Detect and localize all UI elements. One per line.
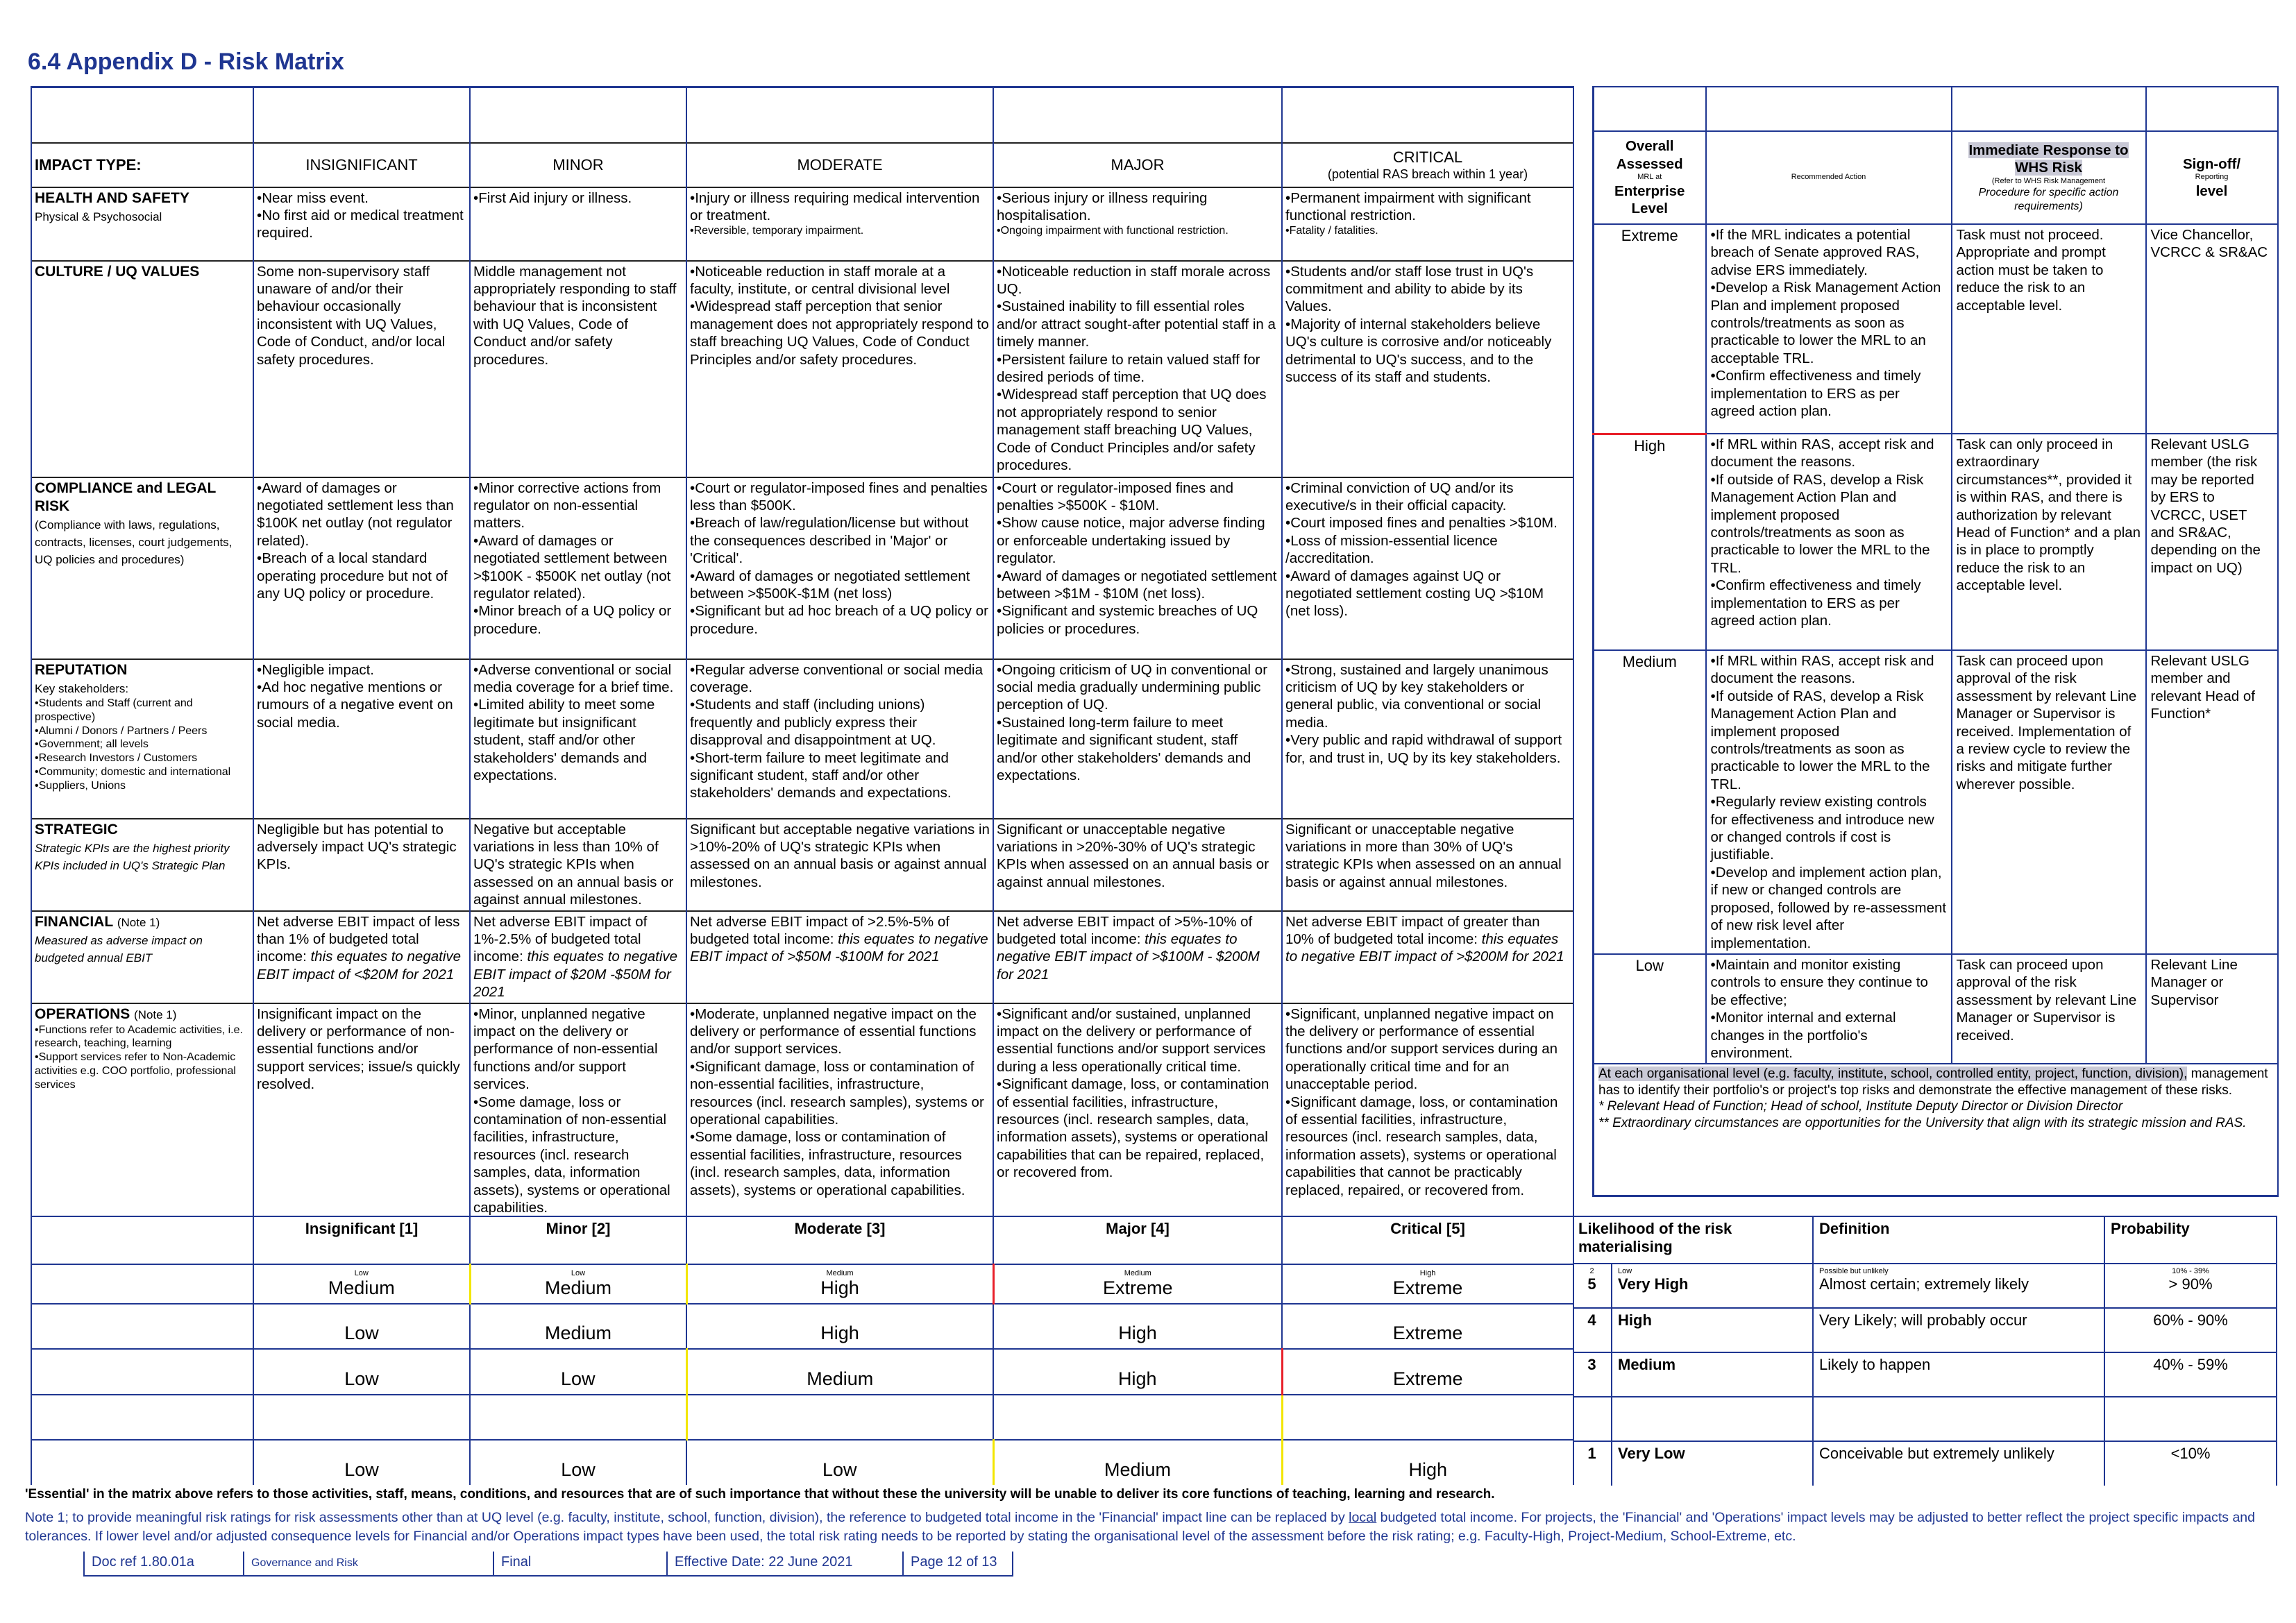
health-minor: • First Aid injury or illness. xyxy=(470,187,686,261)
matrix-cell: Medium xyxy=(686,1349,993,1394)
matrix-cell xyxy=(1282,1395,1573,1440)
matrix-row xyxy=(31,1440,1573,1485)
matrix-row xyxy=(31,1304,1573,1349)
reputation-major: • Ongoing criticism of UQ in conventional or social media gradually undermining public perception of UQ. • Sustained long-term failure to meet legitimate and significant student, staff and/or other stakeholders' demands and expectations. xyxy=(993,659,1282,819)
matrix-cell xyxy=(993,1395,1282,1440)
matrix-cell xyxy=(470,1395,686,1440)
culture-row xyxy=(31,261,1573,477)
response-footnote-row xyxy=(1594,1064,2278,1196)
matrix-cell xyxy=(686,1395,993,1440)
operations-type: OPERATIONS (Note 1) • Functions refer to Academic activities, i.e. research, teaching, learning • Support services refer to Non-Academic activities e.g. COO portfolio, professional services xyxy=(31,1003,253,1220)
doc-category: Governance and Risk xyxy=(243,1552,493,1577)
immediate-high: Task can only proceed in extraordinary circumstances**, provided it is within RAS, and there is authorization by relevant Head of Function* and a plan is in place to promptly reduce the risk to an acceptable level. xyxy=(1952,434,2146,650)
matrix-row xyxy=(31,1264,1573,1304)
matrix-header-moderate: Moderate [3] xyxy=(686,1216,993,1264)
response-row-medium xyxy=(1594,650,2278,954)
actions-medium: • If MRL within RAS, accept risk and document the reasons. • If outside of RAS, develop a Risk Management Action Plan and implement proposed controls/treatments as soon as practicable to lower the MRL to the TRL. • Regularly review existing controls for effectiveness and introduce new or changed controls if cost is justifiable. • Develop and implement action plan, if new or changed controls are proposed, followed by re-assessment of new risk level after implementation. xyxy=(1706,650,1952,954)
matrix-cell: Medium xyxy=(993,1440,1282,1485)
culture-major: • Noticeable reduction in staff morale across UQ. • Sustained inability to fill essential roles and/or attract sought-after potential staff in a timely manner. • Persistent failure to retain valued staff for desired periods of time. • Widespread staff perception that UQ does not appropriately respond to senior management staff breaching UQ Values, Code of Conduct Principles and/or safety procedures. xyxy=(993,261,1282,477)
compliance-type: COMPLIANCE and LEGAL RISK (Compliance with laws, regulations, contracts, licenses, court judgements, UQ policies and procedures) xyxy=(31,477,253,659)
signoff-header: Sign-off/ Reporting level xyxy=(2146,131,2278,224)
matrix-cell: Medium xyxy=(470,1304,686,1349)
response-table xyxy=(1592,86,2279,1197)
risk-rating-matrix xyxy=(31,1216,1574,1485)
actions-low: • Maintain and monitor existing controls to ensure they continue to be effective; • Monitor internal and external changes in the portfolio's environment. xyxy=(1706,954,1952,1064)
matrix-cell: High xyxy=(1282,1440,1573,1485)
critical-header: CRITICAL (potential RAS breach within 1 year) xyxy=(1282,143,1573,187)
compliance-insignificant: • Award of damages or negotiated settlement less than $100K net outlay (not regulator related). • Breach of a local standard operating procedure but not of any UQ policy or procedure. xyxy=(253,477,470,659)
impact-header-row xyxy=(31,143,1573,187)
matrix-row xyxy=(31,1349,1573,1394)
compliance-minor: • Minor corrective actions from regulator on non-essential matters. • Award of damages or negotiated settlement between >$100K - $500K net outlay (not regulator related). • Minor breach of a UQ policy or procedure. xyxy=(470,477,686,659)
page-heading: 6.4 Appendix D - Risk Matrix xyxy=(28,49,344,75)
culture-insignificant: Some non-supervisory staff unaware of and/or their behaviour occasionally inconsistent with UQ Values, Code of Conduct, and/or local safety procedures. xyxy=(253,261,470,477)
compliance-major: • Court or regulator-imposed fines and penalties >$500K - $10M. • Show cause notice, major adverse finding or enforceable undertaking issued by regulator. • Award of damages or negotiated settlement between >$1M - $10M (net loss). • Significant and systemic breaches of UQ policies or procedures. xyxy=(993,477,1282,659)
likelihood-row xyxy=(1573,1397,2277,1441)
definition-header: Definition xyxy=(1813,1216,2104,1264)
matrix-cell: Medium High xyxy=(686,1264,993,1304)
response-footnote: At each organisational level (e.g. faculty, institute, school, controlled entity, project, function, division), management has to identify their portfolio's or project's top risks and demonstrate the effective management of these risks. * Relevant Head of Function; Head of school, Institute Deputy Director or Division Director ** Extraordinary circumstances are opportunities for the University that align with its strategic mission and RAS. xyxy=(1594,1064,2278,1196)
page-number: Page 12 of 13 xyxy=(902,1552,1013,1577)
immediate-medium: Task can proceed upon approval of the risk assessment by relevant Line Manager or Supervisor is received. Implementation of a review cycle to review the risks and mitigate further wherever possible. xyxy=(1952,650,2146,954)
matrix-cell: Low xyxy=(470,1440,686,1485)
probability-header: Probability xyxy=(2104,1216,2277,1264)
document-footer xyxy=(83,1552,1013,1577)
strategic-moderate: Significant but acceptable negative variations in >10%-20% of UQ's strategic KPIs when assessed on an annual basis or against annual milestones. xyxy=(686,819,993,911)
reputation-moderate: • Regular adverse conventional or social media coverage. • Students and staff (including unions) frequently and publicly express their disapproval and disappointment at UQ. • Short-term failure to meet legitimate and significant student, staff and/or other stakeholders' demands and expectations. xyxy=(686,659,993,819)
reputation-type: REPUTATION Key stakeholders: • Students and Staff (current and prospective) • Alumni / Donors / Partners / Peers • Government; all levels • Research Investors / Customers • Community; domestic and international • Suppliers, Unions xyxy=(31,659,253,819)
level-extreme: Extreme xyxy=(1594,224,1706,434)
essential-note: 'Essential' in the matrix above refers to those activities, staff, means, conditions, and resources that are of such importance that without these the university will be unable to deliver its core functions of teaching, learning and research. xyxy=(25,1487,1495,1502)
level-high: High xyxy=(1594,434,1706,650)
likelihood-row: 1 Very Low Conceivable but extremely unlikely <10% xyxy=(1573,1441,2277,1486)
immediate-response-header: Immediate Response to WHS Risk (Refer to WHS Risk Management Procedure for specific action requirements) xyxy=(1952,131,2146,224)
operations-major: • Significant and/or sustained, unplanned impact on the delivery or performance of essential functions and/or support services during a less operationally critical time. • Significant damage, loss, or contamination of essential facilities, infrastructure, resources (incl. research samples, data, information assets), systems or operational capabilities that can be repaired, replaced, or recovered from. xyxy=(993,1003,1282,1220)
minor-header: MINOR xyxy=(470,143,686,187)
response-row-high xyxy=(1594,434,2278,650)
financial-row xyxy=(31,911,1573,1003)
health-major: • Serious injury or illness requiring hospitalisation. • Ongoing impairment with functional restriction. xyxy=(993,187,1282,261)
health-moderate: • Injury or illness requiring medical intervention or treatment. • Reversible, temporary impairment. xyxy=(686,187,993,261)
matrix-header-insignificant: Insignificant [1] xyxy=(253,1216,470,1264)
compliance-critical: • Criminal conviction of UQ and/or its executive/s in their official capacity. • Court imposed fines and penalties >$10M. • Loss of mission-essential licence /accreditation. • Award of damages against UQ or negotiated settlement costing UQ >$10M (net loss). xyxy=(1282,477,1573,659)
actions-extreme: • If the MRL indicates a potential breach of Senate approved RAS, advise ERS immediately. • Develop a Risk Management Action Plan and implement proposed controls/treatments as soon as practicable to lower the MRL to an acceptable TRL. • Confirm effectiveness and timely implementation to ERS as per agreed action plan. xyxy=(1706,224,1952,434)
doc-status: Final xyxy=(493,1552,666,1577)
overall-mrl-header: Overall Assessed MRL at Enterprise Level xyxy=(1594,131,1706,224)
strategic-insignificant: Negligible but has potential to adversely impact UQ's strategic KPIs. xyxy=(253,819,470,911)
health-safety-type: HEALTH AND SAFETY Physical & Psychosocial xyxy=(31,187,253,261)
culture-minor: Middle management not appropriately responding to staff behaviour that is inconsistent with UQ Values, Code of Conduct and/or safety procedures. xyxy=(470,261,686,477)
financial-major: Net adverse EBIT impact of >5%-10% of budgeted total income: this equates to negative EBIT impact of >$100M - $200M for 2021 xyxy=(993,911,1282,1003)
matrix-cell: Low xyxy=(253,1304,470,1349)
matrix-cell: Low xyxy=(686,1440,993,1485)
health-critical: • Permanent impairment with significant functional restriction. • Fatality / fatalities. xyxy=(1282,187,1573,261)
health-safety-row xyxy=(31,187,1573,261)
operations-moderate: • Moderate, unplanned negative impact on the delivery or performance of essential functions and/or support services. • Significant damage, loss or contamination of non-essential facilities, infrastructure, resources (incl. research samples), systems or operational capabilities. • Some damage, loss or contamination of essential facilities, infrastructure, resources (incl. research samples, data, information assets), systems or operational capabilities. xyxy=(686,1003,993,1220)
matrix-cell: High xyxy=(993,1349,1282,1394)
response-row-low xyxy=(1594,954,2278,1064)
matrix-cell: Extreme xyxy=(1282,1349,1573,1394)
strategic-critical: Significant or unacceptable negative variations in more than 30% of UQ's strategic KPIs when assessed on an annual basis or against annual milestones. xyxy=(1282,819,1573,911)
matrix-cell xyxy=(253,1395,470,1440)
matrix-header-minor: Minor [2] xyxy=(470,1216,686,1264)
financial-moderate: Net adverse EBIT impact of >2.5%-5% of budgeted total income: this equates to negative EBIT impact of >$50M -$100M for 2021 xyxy=(686,911,993,1003)
culture-type: CULTURE / UQ VALUES xyxy=(31,261,253,477)
recommended-action-header: Recommended Action xyxy=(1706,131,1952,224)
response-row-extreme xyxy=(1594,224,2278,434)
matrix-header-row xyxy=(31,1216,1573,1264)
matrix-cell: High xyxy=(993,1304,1282,1349)
matrix-cell: Low Medium xyxy=(470,1264,686,1304)
likelihood-row: 3 Medium Likely to happen 40% - 59% xyxy=(1573,1352,2277,1397)
likelihood-row: 2 5 Low Very High Possible but unlikely Almost certain; extremely likely 10% - 39% > 90% xyxy=(1573,1264,2277,1308)
immediate-low: Task can proceed upon approval of the risk assessment by relevant Line Manager or Supervisor is received. xyxy=(1952,954,2146,1064)
operations-critical: • Significant, unplanned negative impact on the delivery or performance of essential functions and/or support services during an operationally critical time and for an unacceptable period. • Significant damage, loss, or contamination of essential facilities, infrastructure, resources (incl. research samples, data, information assets), systems or operational capabilities that cannot be practicably replaced, repaired, or recovered from. xyxy=(1282,1003,1573,1220)
operations-insignificant: Insignificant impact on the delivery or performance of non-essential functions and/or support services; issue/s quickly resolved. xyxy=(253,1003,470,1220)
matrix-header-major: Major [4] xyxy=(993,1216,1282,1264)
likelihood-row: 4 High Very Likely; will probably occur 60% - 90% xyxy=(1573,1308,2277,1352)
culture-critical: • Students and/or staff lose trust in UQ's commitment and ability to abide by its Values. • Majority of internal stakeholders believe UQ's culture is corrosive and/or noticeably detrimental to UQ's success, and to the success of its staff and students. xyxy=(1282,261,1573,477)
likelihood-table xyxy=(1573,1216,2277,1486)
matrix-row xyxy=(31,1395,1573,1440)
matrix-cell: High Extreme xyxy=(1282,1264,1573,1304)
signoff-high: Relevant USLG member (the risk may be reported by ERS to VCRCC, USET and SR&AC, depending on the impact on UQ) xyxy=(2146,434,2278,650)
immediate-extreme: Task must not proceed. Appropriate and prompt action must be taken to reduce the risk to an acceptable level. xyxy=(1952,224,2146,434)
operations-minor: • Minor, unplanned negative impact on the delivery or performance of non-essential functions and/or support services. • Some damage, loss or contamination of non-essential facilities, infrastructure, resources (incl. research samples, data, information assets), systems or operational capabilities. xyxy=(470,1003,686,1220)
strategic-major: Significant or unacceptable negative variations in >20%-30% of UQ's strategic KPIs when assessed on an annual basis or against annual milestones. xyxy=(993,819,1282,911)
strategic-minor: Negative but acceptable variations in less than 10% of UQ's strategic KPIs when assessed on an annual basis or against annual milestones. xyxy=(470,819,686,911)
reputation-minor: • Adverse conventional or social media coverage for a brief time. • Limited ability to meet some legitimate but insignificant student, staff and/or other stakeholders' demands and expectations. xyxy=(470,659,686,819)
reputation-critical: • Strong, sustained and largely unanimous criticism of UQ by key stakeholders or general public, via conventional or social media. • Very public and rapid withdrawal of support for, and trust in, UQ by its key stakeholders. xyxy=(1282,659,1573,819)
compliance-moderate: • Court or regulator-imposed fines and penalties less than $500K. • Breach of law/regulation/license but without the consequences described in 'Major' or 'Critical'. • Award of damages or negotiated settlement between >$500K-$1M (net loss) • Significant but ad hoc breach of a UQ policy or procedure. xyxy=(686,477,993,659)
matrix-header-critical: Critical [5] xyxy=(1282,1216,1573,1264)
strategic-row xyxy=(31,819,1573,911)
signoff-medium: Relevant USLG member and relevant Head of Function* xyxy=(2146,650,2278,954)
operations-row xyxy=(31,1003,1573,1220)
moderate-header: MODERATE xyxy=(686,143,993,187)
health-insignificant: • Near miss event. • No first aid or medical treatment required. xyxy=(253,187,470,261)
note-1: Note 1; to provide meaningful risk ratings for risk assessments other than at UQ level (e.g. faculty, institute, school, function, division), the reference to budgeted total income in the 'Financial' impact line can be replaced by local budgeted total income. For projects, the 'Financial' and 'Operations' impact levels may be adjusted to better reflect the project specific impacts and tolerances. If lower level and/or adjusted consequence levels for Financial and/or Operations impact types have been used, the total risk rating needs to be reported by stating the organisational level of the assessment before the risk rating; e.g. Faculty-High, Project-Medium, School-Extreme, etc. xyxy=(25,1510,2255,1545)
matrix-cell: Low xyxy=(253,1349,470,1394)
strategic-type: STRATEGIC Strategic KPIs are the highest priority KPIs included in UQ's Strategic Plan xyxy=(31,819,253,911)
matrix-cell: Low xyxy=(470,1349,686,1394)
actions-high: • If MRL within RAS, accept risk and document the reasons. • If outside of RAS, develop a Risk Management Action Plan and implement proposed controls/treatments as soon as practicable to lower the MRL to the TRL. • Confirm effectiveness and timely implementation to ERS as per agreed action plan. xyxy=(1706,434,1952,650)
major-header: MAJOR xyxy=(993,143,1282,187)
reputation-insignificant: • Negligible impact. • Ad hoc negative mentions or rumours of a negative event on social media. xyxy=(253,659,470,819)
doc-ref: Doc ref 1.80.01a xyxy=(83,1552,243,1577)
impact-table xyxy=(31,86,1574,1220)
effective-date: Effective Date: 22 June 2021 xyxy=(666,1552,902,1577)
financial-critical: Net adverse EBIT impact of greater than 10% of budgeted total income: this equates to negative EBIT impact of >$200M for 2021 xyxy=(1282,911,1573,1003)
matrix-cell: Extreme xyxy=(1282,1304,1573,1349)
response-header-row xyxy=(1594,131,2278,224)
compliance-row xyxy=(31,477,1573,659)
financial-insignificant: Net adverse EBIT impact of less than 1% of budgeted total income: this equates to negative EBIT impact of <$20M for 2021 xyxy=(253,911,470,1003)
likelihood-header: Likelihood of the risk materialising xyxy=(1573,1216,1813,1264)
matrix-cell: Low Medium xyxy=(253,1264,470,1304)
insignificant-header: INSIGNIFICANT xyxy=(253,143,470,187)
matrix-cell: Medium Extreme xyxy=(993,1264,1282,1304)
matrix-cell: Low xyxy=(253,1440,470,1485)
impact-type-header: IMPACT TYPE: xyxy=(31,143,253,187)
level-medium: Medium xyxy=(1594,650,1706,954)
culture-moderate: • Noticeable reduction in staff morale at a faculty, institute, or central divisional level • Widespread staff perception that senior management does not appropriately respond to staff breaching UQ Values, Code of Conduct Principles and/or safety procedures. xyxy=(686,261,993,477)
signoff-low: Relevant Line Manager or Supervisor xyxy=(2146,954,2278,1064)
matrix-cell: High xyxy=(686,1304,993,1349)
likelihood-header-row xyxy=(1573,1216,2277,1264)
reputation-row xyxy=(31,659,1573,819)
level-low: Low xyxy=(1594,954,1706,1064)
signoff-extreme: Vice Chancellor, VCRCC & SR&AC xyxy=(2146,224,2278,434)
financial-type: FINANCIAL (Note 1) Measured as adverse impact on budgeted annual EBIT xyxy=(31,911,253,1003)
financial-minor: Net adverse EBIT impact of 1%-2.5% of budgeted total income: this equates to negative EBIT impact of $20M -$50M for 2021 xyxy=(470,911,686,1003)
